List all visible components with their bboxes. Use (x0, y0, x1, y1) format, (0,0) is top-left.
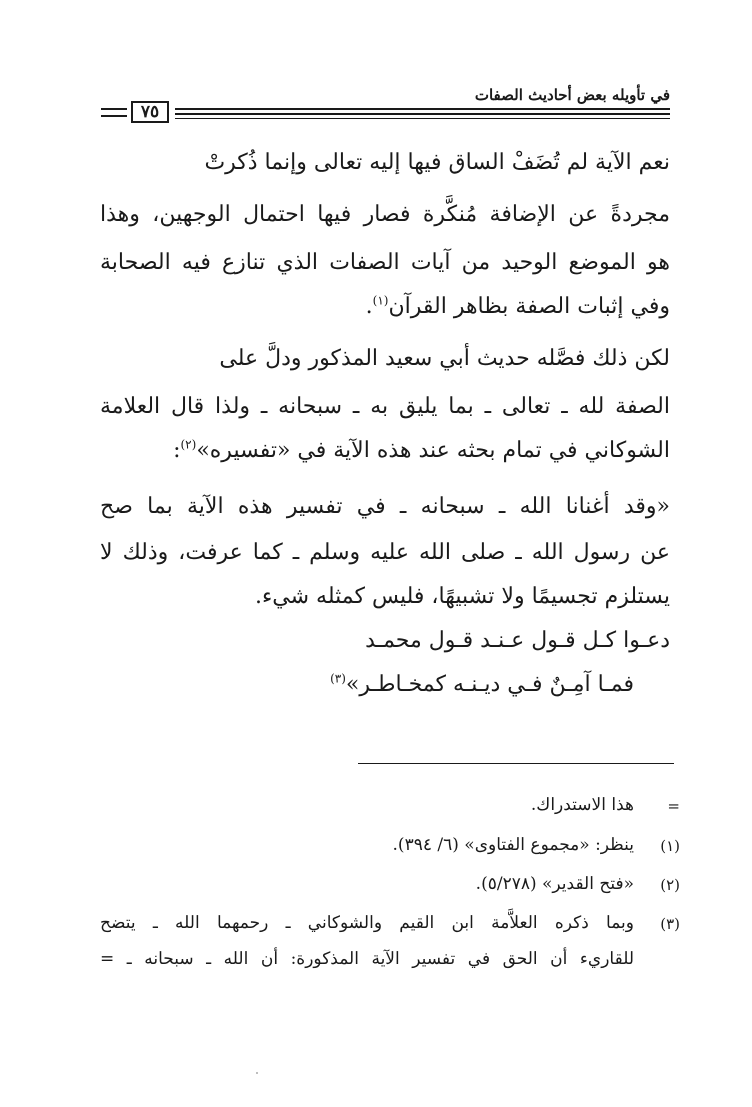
footnote-text: للقاريء أن الحق في تفسير الآية المذكورة: أن الله ـ سبحانه ـ = (100, 949, 634, 969)
header-rule (175, 113, 670, 115)
verse-line-text: فمـا آمِـنٌ فـي ديـنـه كمخـاطـر» (345, 672, 634, 697)
footnote-text: ينظر: «مجموع الفتاوى» (٦/ ٣٩٤). (392, 835, 634, 855)
body-line: لكن ذلك فصَّله حديث أبي سعيد المذكور ودلَّ على (219, 346, 670, 371)
running-header-title: في تأويله بعض أحاديث الصفات (474, 86, 670, 104)
footnote-continuation-marker: = (667, 797, 680, 815)
body-line-end: : (173, 438, 181, 463)
body-line (173, 436, 670, 466)
body-line: نعم الآية لم تُضَفْ الساق فيها إليه تعالى وإنما ذُكرتْ (204, 150, 670, 175)
quote-line: يستلزم تجسيمًا ولا تشبيهًا، فليس كمثله شيء. (254, 584, 670, 609)
footnote-number: (٣) (660, 915, 680, 933)
quote-line: «وقد أغنانا الله ـ سبحانه ـ في تفسير هذه الآية بما صح (100, 494, 670, 519)
header-rule (175, 108, 670, 110)
verse-line: دعـوا كـل قـول عـنـد قـول محمـد (365, 628, 670, 653)
body-line: مجردةً عن الإضافة مُنكَّرة فصار فيها احتمال الوجهين، وهذا (100, 202, 670, 227)
footnote-ref: (١) (372, 293, 389, 308)
footnote-separator (358, 763, 674, 764)
footnote-text: «فتح القدير» (٥/٢٧٨). (475, 874, 634, 894)
body-line-end: . (365, 294, 373, 319)
header-rule (175, 118, 670, 119)
page-number: ٧٥ (131, 101, 169, 123)
quote-line: عن رسول الله ـ صلى الله عليه وسلم ـ كما عرفت، وذلك لا (100, 540, 670, 565)
body-line (366, 292, 670, 322)
footnote-number: (٢) (660, 876, 680, 894)
footnote-ref: (٣) (330, 671, 346, 686)
body-line-text: الشوكاني في تمام بحثه عند هذه الآية في «تفسيره» (196, 438, 670, 463)
verse-line (330, 670, 634, 700)
page-number-ornament (101, 108, 127, 110)
footnote-number: (١) (660, 837, 680, 855)
footnote-text: وبما ذكره العلاَّمة ابن القيم والشوكاني ـ رحمهما الله ـ يتضح (100, 913, 634, 933)
page-number-ornament (101, 115, 127, 117)
footnote-ref: (٢) (180, 437, 197, 452)
body-line-text: وفي إثبات الصفة بظاهر القرآن (388, 294, 670, 319)
scan-speck (256, 1072, 258, 1074)
body-line: الصفة لله ـ تعالى ـ بما يليق به ـ سبحانه ـ ولذا قال العلامة (100, 394, 670, 419)
footnote-text: هذا الاستدراك. (530, 795, 634, 815)
body-line: هو الموضع الوحيد من آيات الصفات الذي تنازع فيه الصحابة (100, 250, 670, 275)
